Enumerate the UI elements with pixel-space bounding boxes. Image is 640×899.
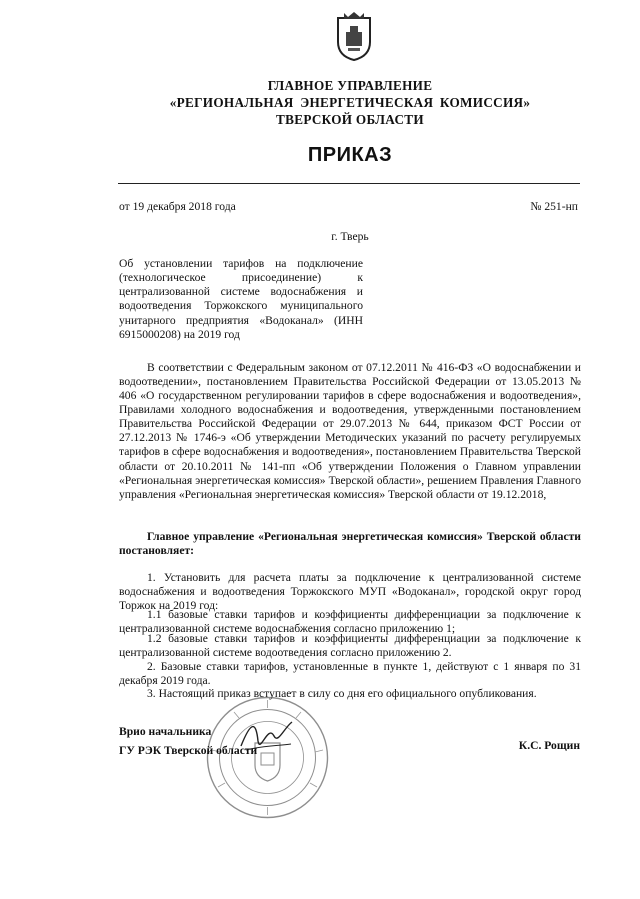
document-date: от 19 декабря 2018 года — [119, 200, 236, 213]
document-city: г. Тверь — [331, 230, 369, 243]
order-item-1-1: 1.1 базовые ставки тарифов и коэффициенты дифференциации за подключение к централизованной системе водоснабжения согласно приложению 1; — [119, 608, 581, 636]
org-name-line3: ТВЕРСКОЙ ОБЛАСТИ — [276, 112, 424, 127]
org-name-line1: ГЛАВНОЕ УПРАВЛЕНИЕ — [267, 78, 433, 93]
order-item-1-2: 1.2 базовые ставки тарифов и коэффициенты дифференциации за подключение к централизованной системе водоотведения согласно приложению 2. — [119, 632, 581, 660]
document-type-title: ПРИКАЗ — [307, 144, 393, 166]
document-number: № 251-нп — [530, 200, 578, 213]
resolution-statement: Главное управление «Региональная энергетическая комиссия» Тверской области постановляет: — [119, 530, 581, 558]
order-item-3: 3. Настоящий приказ вступает в силу со дня его официального опубликования. — [147, 687, 537, 700]
signer-position-line2: ГУ РЭК Тверской области — [119, 743, 258, 757]
preamble-paragraph: В соответствии с Федеральным законом от 07.12.2011 № 416-ФЗ «О водоснабжении и водоотведении», постановлением Правительства Российской Федерации от 13.05.2013 № 406 «О государственном регулировании тарифов в сфере водоснабжения и водоотведения», Правилами холодного водоснабжения и водоотведения, утвержденными постановлением Правительства Российской Федерации от 29.07.2013 № 644, приказом ФСТ России от 27.12.2013 № 1746-э «Об утверждении Методических указаний по расчету регулируемых тарифов в сфере водоснабжения и водоотведения», постановлением Правительства Тверской области от 20.10.2011 № 141-пп «Об утверждении Положения о Главном управлении «Региональная энергетическая комиссия» Тверской области», решением Правления Главного управления «Региональная энергетическая комиссия» Тверской области от 19.12.2018, — [119, 361, 581, 501]
org-name-line2: «РЕГИОНАЛЬНАЯ ЭНЕРГЕТИЧЕСКАЯ КОМИССИЯ» — [169, 95, 531, 110]
header-divider — [118, 183, 580, 184]
document-subject: Об установлении тарифов на подключение (технологическое присоединение) к централизованной системе водоснабжения и водоотведения Торжокского муниципального унитарного предприятия «Водоканал» (ИНН 6915000208) на 2019 год — [119, 257, 363, 341]
order-item-2: 2. Базовые ставки тарифов, установленные в пункте 1, действуют с 1 января по 31 декабря 2019 года. — [119, 660, 581, 688]
tver-coat-of-arms-icon — [334, 10, 374, 62]
signer-position — [119, 723, 257, 760]
order-item-1: 1. Установить для расчета платы за подключение к централизованной системе водоснабжения и водоотведения Торжокского МУП «Водоканал», городской округ город Торжок на 2019 год: — [119, 571, 581, 613]
signer-name: К.С. Рощин — [518, 739, 580, 752]
signer-position-line1: Врио начальника — [119, 725, 212, 738]
